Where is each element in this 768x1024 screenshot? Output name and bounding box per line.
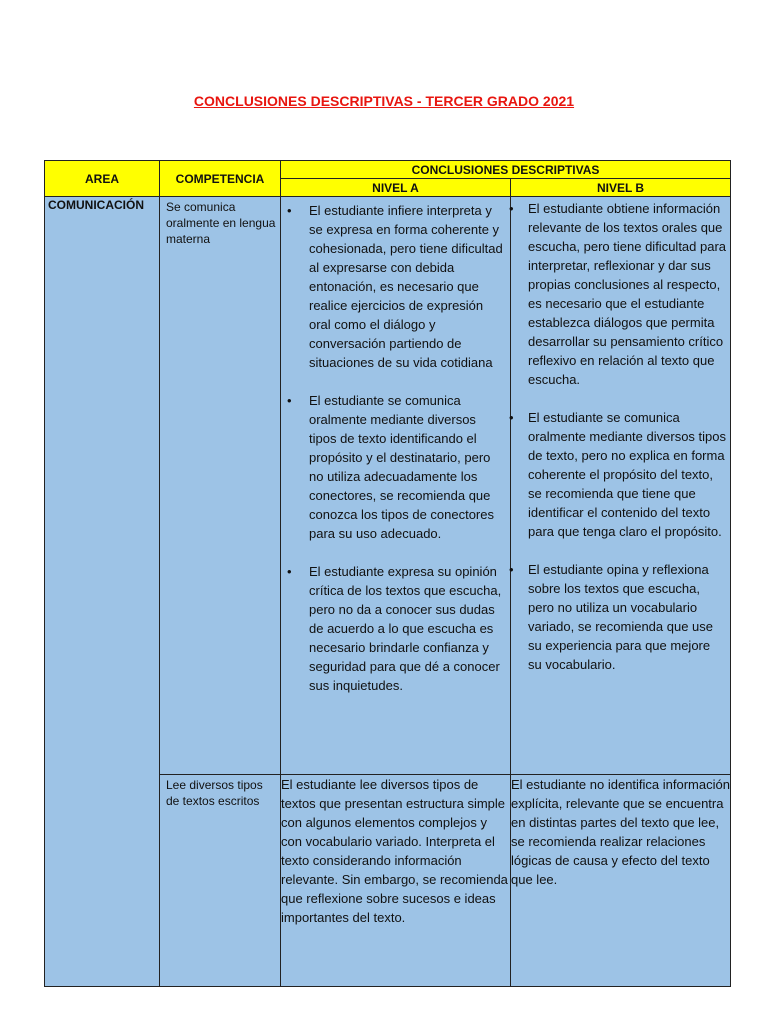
- header-nivel-a: NIVEL A: [281, 179, 511, 197]
- bullet-icon: •: [287, 564, 292, 579]
- list-item: [285, 562, 506, 695]
- list-item-text: El estudiante infiere interpreta y se expresa en forma coherente y cohesionada, pero tiene dificultad al expresarse con debida entonación, es necesario que realice ejercicios de expresión oral como el diálogo y conversación partiendo de situaciones de su vida cotidiana: [309, 203, 503, 370]
- nivel-a-cell: [281, 197, 511, 775]
- conclusions-table: [44, 160, 731, 987]
- bullet-icon: •: [509, 562, 514, 577]
- nivel-a-list: [281, 197, 510, 695]
- table-row: [45, 197, 731, 775]
- bullet-icon: •: [287, 393, 292, 408]
- nivel-a-cell: El estudiante lee diversos tipos de textos que presentan estructura simple con algunos elementos complejos y con vocabulario variado. Interpreta el texto considerando información relevante. Sin embargo, se recomienda que reflexione sobre sucesos e ideas importantes del texto.: [281, 775, 511, 987]
- list-item: [511, 408, 726, 541]
- document-title: CONCLUSIONES DESCRIPTIVAS - TERCER GRADO 2021: [193, 93, 575, 109]
- bullet-icon: •: [509, 201, 514, 216]
- header-conclusiones: CONCLUSIONES DESCRIPTIVAS: [281, 161, 731, 179]
- list-item-text: El estudiante opina y reflexiona sobre los textos que escucha, pero no utiliza un vocabulario variado, se recomienda que use su experiencia para que mejore su vocabulario.: [528, 562, 714, 672]
- competencia-cell: Se comunica oralmente en lengua materna: [160, 197, 281, 775]
- list-item-text: El estudiante expresa su opinión crítica de los textos que escucha, pero no da a conocer sus dudas de acuerdo a lo que escucha es necesario brindarle confianza y seguridad para que dé a conocer sus inquietudes.: [309, 564, 502, 693]
- list-item: [285, 201, 506, 372]
- nivel-b-cell: El estudiante no identifica información explícita, relevante que se encuentra en distintas partes del texto que lee, se recomienda realizar relaciones lógicas de causa y efecto del texto que lee.: [511, 775, 731, 987]
- list-item: [511, 199, 726, 389]
- competencia-cell: Lee diversos tipos de textos escritos: [160, 775, 281, 987]
- nivel-b-cell: [511, 197, 731, 775]
- list-item: [285, 391, 506, 543]
- list-item: [511, 560, 726, 674]
- list-item-text: El estudiante obtiene información relevante de los textos orales que escucha, pero tiene dificultad para interpretar, reflexionar y dar sus propias conclusiones al respecto, es necesario que el estudiante establezca diálogos que permita desarrollar su pensamiento crítico reflexivo en relación al texto que escucha.: [528, 201, 727, 387]
- nivel-b-list: [511, 197, 730, 674]
- bullet-icon: •: [287, 203, 292, 218]
- list-item-text: El estudiante se comunica oralmente mediante diversos tipos de texto identificando el propósito y el destinatario, pero no utiliza adecuadamente los conectores, se recomienda que conozca los tipos de conectores para su uso adecuado.: [309, 393, 494, 541]
- list-item-text: El estudiante se comunica oralmente mediante diversos tipos de texto, pero no explica en forma coherente el propósito del texto, se recomienda que tiene que identificar el contenido del texto para que tenga claro el propósito.: [528, 410, 726, 539]
- area-cell: COMUNICACIÓN: [45, 197, 160, 987]
- header-nivel-b: NIVEL B: [511, 179, 731, 197]
- bullet-icon: •: [509, 410, 514, 425]
- header-area: AREA: [45, 161, 160, 197]
- header-competencia: COMPETENCIA: [160, 161, 281, 197]
- header-row-1: [45, 161, 731, 179]
